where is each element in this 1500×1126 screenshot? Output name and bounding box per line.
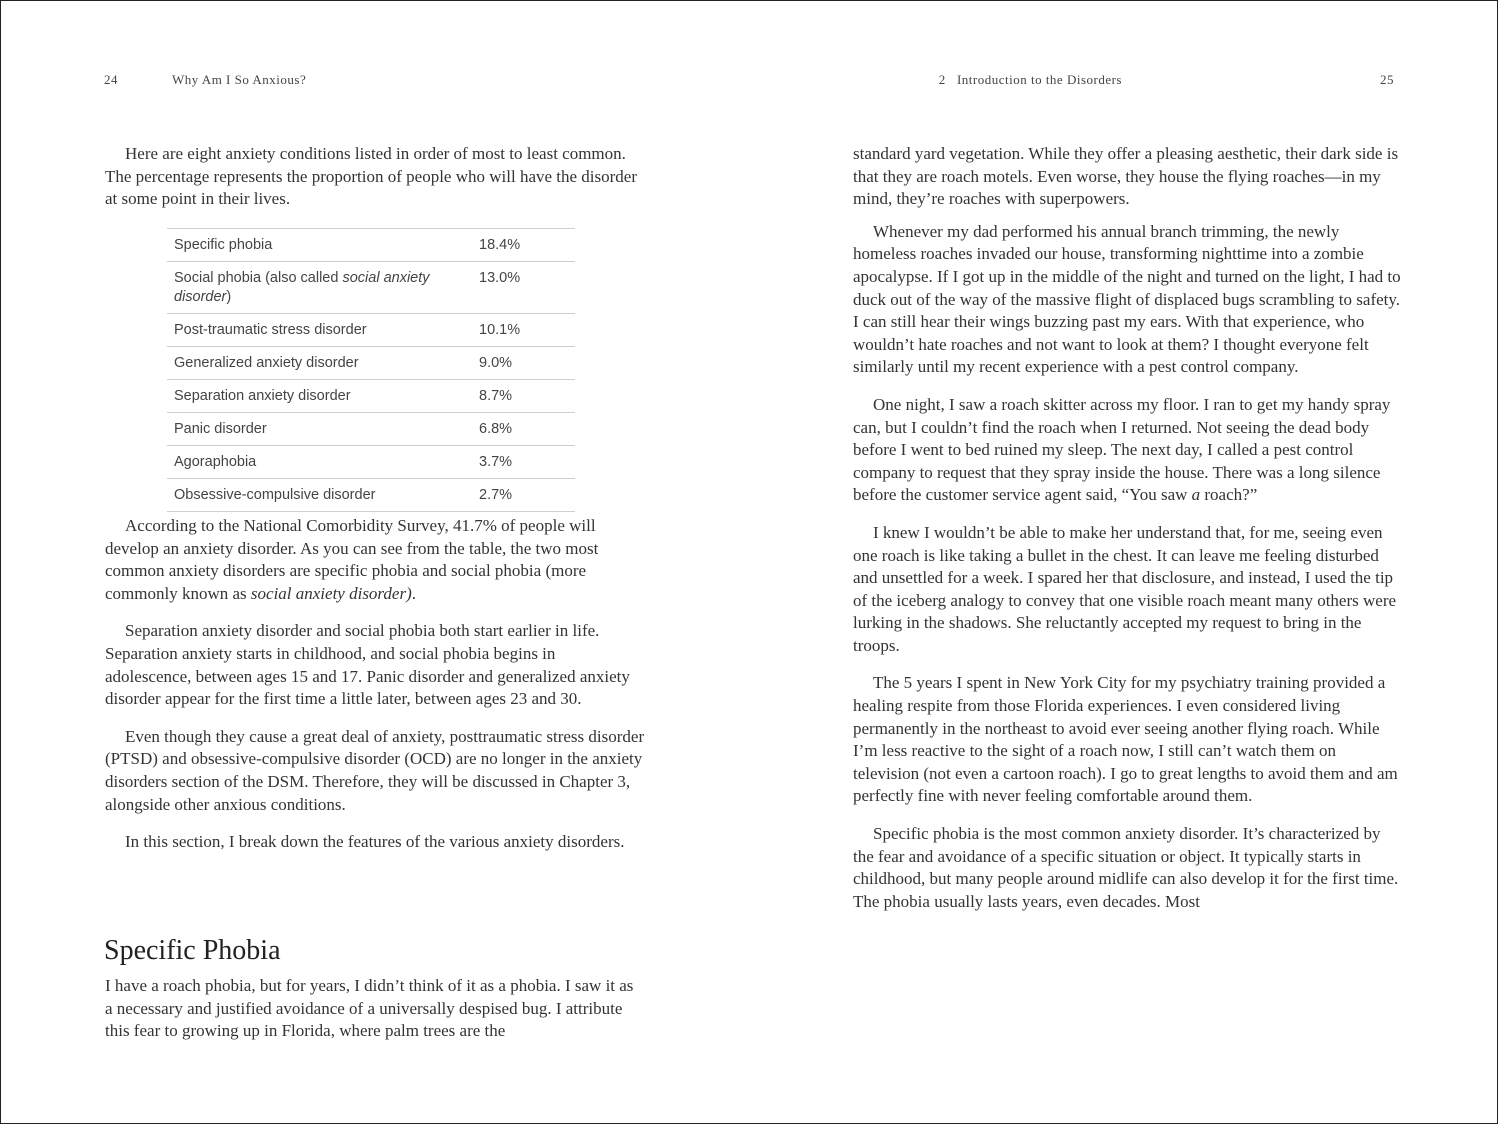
- right-page: [750, 0, 1500, 1126]
- percent-cell: 3.7%: [472, 446, 575, 479]
- percent-cell: 13.0%: [472, 262, 575, 314]
- paragraph: Specific phobia is the most common anxiety disorder. It’s characterized by the fear and avoidance of a specific situation or object. It typically starts in childhood, but many people around midlife can also develop it for the first time. The phobia usually lasts years, even decades. Most: [853, 824, 1399, 911]
- percent-cell: 9.0%: [472, 347, 575, 380]
- condition-cell: Post-traumatic stress disorder: [167, 314, 472, 347]
- table-row: [167, 262, 575, 314]
- left-body-after-table: [105, 515, 645, 854]
- section-body: [105, 975, 645, 1043]
- percent-cell: 18.4%: [472, 229, 575, 262]
- table-row: [167, 380, 575, 413]
- table-row: [167, 413, 575, 446]
- percent-cell: 10.1%: [472, 314, 575, 347]
- paragraph: One night, I saw a roach skitter across my floor. I ran to get my handy spray can, but I couldn’t find the roach when I returned. Not seeing the dead body before I went to bed ruined my sleep. The next day, I called a pest control company to request that they spray inside the house. There was a long silence before the customer service agent said, “You saw a roach?”: [853, 394, 1391, 505]
- intro-text: Here are eight anxiety conditions listed in order of most to least common. The percentage represents the proportion of people who will have the disorder at some point in their lives.: [105, 144, 638, 209]
- condition-cell: Panic disorder: [167, 413, 472, 446]
- table-row: [167, 229, 575, 262]
- condition-cell: Social phobia (also called social anxiety disorder): [167, 262, 472, 314]
- paragraph: standard yard vegetation. While they offer a pleasing aesthetic, their dark side is that they are roach motels. Even worse, they house the flying roaches—in my mind, they’re roaches with superpowers.: [853, 144, 1399, 209]
- percent-cell: 2.7%: [472, 479, 575, 512]
- right-page-number: 25: [1380, 72, 1394, 87]
- paragraph: I have a roach phobia, but for years, I didn’t think of it as a phobia. I saw it as a necessary and justified avoidance of a universally despised bug. I attribute this fear to growing up in Florida, where palm trees are the: [105, 976, 634, 1041]
- paragraph: The 5 years I spent in New York City for my psychiatry training provided a healing respite from those Florida experiences. I even considered living permanently in the northeast to avoid ever seeing another flying roach. While I’m less reactive to the sight of a roach now, I still can’t watch them on television (not even a cartoon roach). I go to great lengths to avoid them and am perfectly fine with never feeling comfortable around them.: [853, 673, 1398, 806]
- paragraph: Whenever my dad performed his annual branch trimming, the newly homeless roaches invaded our house, transforming nighttime into a zombie apocalypse. If I got up in the middle of the night and turned on the light, I had to duck out of the way of the massive flight of displaced bugs scrambling to safety. I can still hear their wings buzzing past my ears. With that experience, who wouldn’t hate roaches and not want to look at them? I thought everyone felt similarly until my recent experience with a pest control company.: [853, 221, 1401, 377]
- table-row: [167, 314, 575, 347]
- condition-cell: Generalized anxiety disorder: [167, 347, 472, 380]
- right-chapter-label: 2 Introduction to the Disorders: [938, 72, 1122, 87]
- table-row: [167, 479, 575, 512]
- paragraph: Even though they cause a great deal of anxiety, posttraumatic stress disorder (PTSD) and obsessive-compulsive disorder (OCD) are no longer in the anxiety disorders section of the DSM. Therefore, they will be discussed in Chapter 3, alongside other anxious conditions.: [105, 726, 645, 814]
- percent-cell: 6.8%: [472, 413, 575, 446]
- table-row: [167, 446, 575, 479]
- left-page-number: 24: [104, 72, 118, 87]
- table-row: [167, 347, 575, 380]
- paragraph: According to the National Comorbidity Survey, 41.7% of people will develop an anxiety disorder. As you can see from the table, the two most common anxiety disorders are specific phobia and social phobia (more commonly known as social anxiety disorder).: [105, 516, 599, 603]
- paragraph: Separation anxiety disorder and social phobia both start earlier in life. Separation anxiety starts in childhood, and social phobia begins in adolescence, between ages 15 and 17. Panic disorder and generalized anxiety disorder appear for the first time a little later, between ages 23 and 30.: [105, 621, 630, 709]
- disorder-table: [167, 228, 575, 512]
- paragraph: In this section, I break down the features of the various anxiety disorders.: [125, 832, 625, 852]
- paragraph: I knew I wouldn’t be able to make her understand that, for me, seeing even one roach is like taking a bullet in the chest. It can leave me feeling disturbed and unsettled for a week. I spared her that disclosure, and instead, I used the tip of the iceberg analogy to convey that one visible roach meant many others were lurking in the shadows. She reluctantly accepted my request to bring in the troops.: [853, 522, 1397, 655]
- condition-cell: Specific phobia: [167, 229, 472, 262]
- left-running-title: Why Am I So Anxious?: [172, 72, 307, 87]
- percent-cell: 8.7%: [472, 380, 575, 413]
- section-heading: Specific Phobia: [104, 935, 281, 966]
- intro-paragraph: [105, 143, 645, 211]
- right-body: [853, 143, 1403, 913]
- condition-cell: Obsessive-compulsive disorder: [167, 479, 472, 512]
- condition-cell: Separation anxiety disorder: [167, 380, 472, 413]
- condition-cell: Agoraphobia: [167, 446, 472, 479]
